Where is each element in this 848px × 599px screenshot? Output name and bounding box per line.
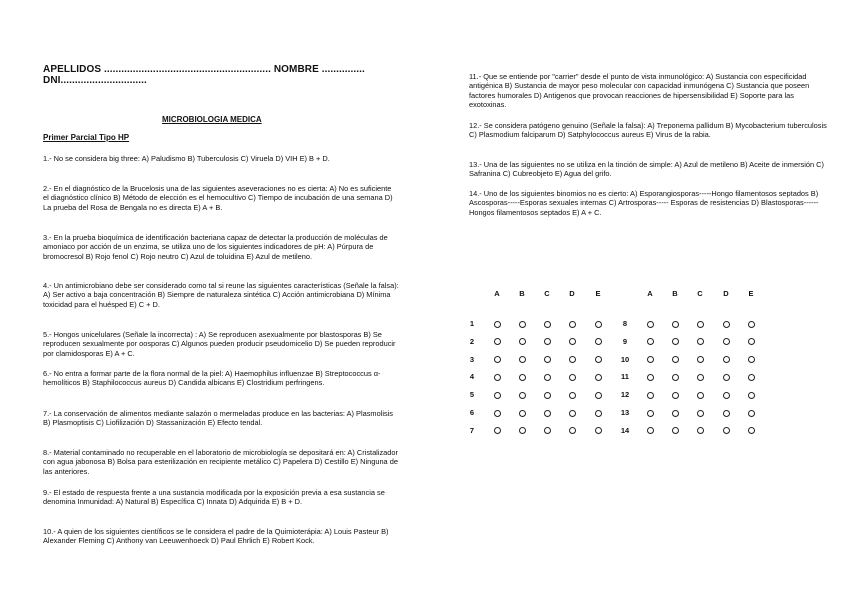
answer-bubble[interactable] xyxy=(544,321,551,328)
answer-bubble[interactable] xyxy=(569,374,576,381)
answer-bubble[interactable] xyxy=(569,410,576,417)
answer-bubble[interactable] xyxy=(697,338,704,345)
answer-bubble[interactable] xyxy=(595,338,602,345)
answer-bubble[interactable] xyxy=(544,356,551,363)
question-5: 5.- Hongos unicelulares (Señale la incorrecta) : A) Se reproducen asexualmente por blastosporas B) Se reproducen sexualmente por oosporas C) Algunos pueden producir pseudomicelio D) Se pueden reproducir por clamidosporas E) A + C. xyxy=(43,330,396,358)
answer-bubble[interactable] xyxy=(595,374,602,381)
answer-bubble[interactable] xyxy=(595,321,602,328)
answer-bubble[interactable] xyxy=(494,427,501,434)
question-6: 6.- No entra a formar parte de la flora normal de la piel: A) Haemophilus influenzae B) Streptococcus α-hemolíticos B) Staphilococcus aureus D) Candida albicans E) Clostridium perfringens. xyxy=(43,369,381,388)
answer-header-letter: D xyxy=(569,289,575,298)
question-1: 1.- No se considera big three: A) Paludismo B) Tuberculosis C) Viruela D) VIH E) B + D. xyxy=(43,154,330,163)
answer-bubble[interactable] xyxy=(748,356,755,363)
question-3: 3.- En la prueba bioquímica de identificación bacteriana capaz de detectar la producción de moléculas de amoniaco por acción de un enzima, se utiliza uno de los siguientes indicadores de pH: A) Púrpura de bromocresol B) Rojo fenol C) Rojo neutro C) Azul de toluidina E) Azul de metileno. xyxy=(43,233,388,261)
answer-bubble[interactable] xyxy=(748,321,755,328)
answer-header-letter: D xyxy=(723,289,729,298)
answer-bubble[interactable] xyxy=(672,374,679,381)
answer-header-letter: C xyxy=(544,289,550,298)
answer-bubble[interactable] xyxy=(723,392,730,399)
answer-bubble[interactable] xyxy=(519,321,526,328)
answer-bubble[interactable] xyxy=(494,410,501,417)
answer-bubble[interactable] xyxy=(697,374,704,381)
answer-row-number: 11 xyxy=(621,372,629,382)
answer-header-letter: E xyxy=(595,289,601,298)
answer-bubble[interactable] xyxy=(647,427,654,434)
answer-bubble[interactable] xyxy=(494,356,501,363)
answer-bubble[interactable] xyxy=(723,321,730,328)
answer-bubble[interactable] xyxy=(672,410,679,417)
answer-bubble[interactable] xyxy=(748,392,755,399)
question-13: 13.- Una de las siguientes no se utiliza en la tinción de simple: A) Azul de metileno B) Aceite de inmersión C) Safranina C) Cubreobjeto E) Agua del grifo. xyxy=(469,160,824,179)
answer-bubble[interactable] xyxy=(748,410,755,417)
answer-bubble[interactable] xyxy=(672,338,679,345)
answer-bubble[interactable] xyxy=(748,427,755,434)
answer-bubble[interactable] xyxy=(672,321,679,328)
answer-row-number: 7 xyxy=(469,425,475,435)
question-11: 11.- Que se entiende por "carrier" desde el punto de vista inmunológico: A) Sustancia con especificidad antigénica B) Sustancia de mayor peso molecular con capacidad inmunógena C) Sustancia que poseen factores humorales D) Antigenos que provocan reacciones de hipersensibilidad E) Soporte para las exotoxinas. xyxy=(469,72,810,110)
answer-header-letter: A xyxy=(494,289,500,298)
question-7: 7.- La conservación de alimentos mediante salazón o mermeladas produce en las bacterias: A) Plasmolisis B) Plasmoptisis C) Liofilización D) Stassanización E) Efecto tendal. xyxy=(43,409,394,428)
answer-bubble[interactable] xyxy=(519,338,526,345)
question-2: 2.- En el diagnóstico de la Brucelosis una de las siguientes aseveraciones no es cierta: A) No es suficiente el diagnóstico clínico B) Método de elección es el hemocultivo C) Tiempo de incubación de una semana D) La prueba del Rosa de Bengala no es directa E) A + B. xyxy=(43,184,393,212)
answer-bubble[interactable] xyxy=(697,410,704,417)
answer-header-letter: C xyxy=(697,289,703,298)
answer-bubble[interactable] xyxy=(748,338,755,345)
answer-bubble[interactable] xyxy=(595,392,602,399)
answer-row-number: 8 xyxy=(622,319,628,328)
answer-bubble[interactable] xyxy=(672,427,679,434)
answer-bubble[interactable] xyxy=(544,338,551,345)
answer-bubble[interactable] xyxy=(569,321,576,328)
answer-row-number: 12 xyxy=(620,390,630,400)
surname-name-field[interactable]: APELLIDOS .......................................................... NOMBRE ............... xyxy=(43,64,365,75)
answer-bubble[interactable] xyxy=(519,392,526,399)
answer-bubble[interactable] xyxy=(569,427,576,434)
answer-bubble[interactable] xyxy=(519,427,526,434)
answer-bubble[interactable] xyxy=(748,374,755,381)
answer-bubble[interactable] xyxy=(494,374,501,381)
question-8: 8.- Material contaminado no recuperable en el laboratorio de microbiología se depositará en: A) Cristalizador con agua jabonosa B) Bolsa para esterilización en recipiente metálico C) Papelera D) Cestillo E) Ninguna de las anteriores. xyxy=(43,448,398,476)
answer-row-number: 10 xyxy=(620,354,630,364)
answer-bubble[interactable] xyxy=(647,392,654,399)
question-10: 10.- A quien de los siguientes científicos se le considera el padre de la Quimioterápia: A) Louis Pasteur B) Alexander Fleming C) Anthony van Leeuwenhoeck D) Paul Ehrlich E) Robert Kock. xyxy=(43,527,389,546)
answer-row-number: 2 xyxy=(469,336,475,346)
answer-header-letter: A xyxy=(647,289,653,298)
answer-header-letter: B xyxy=(519,289,525,298)
answer-bubble[interactable] xyxy=(569,392,576,399)
answer-bubble[interactable] xyxy=(494,338,501,345)
answer-bubble[interactable] xyxy=(697,321,704,328)
answer-bubble[interactable] xyxy=(544,392,551,399)
answer-bubble[interactable] xyxy=(519,356,526,363)
answer-bubble[interactable] xyxy=(723,410,730,417)
answer-row-number: 1 xyxy=(469,319,475,328)
answer-bubble[interactable] xyxy=(519,410,526,417)
answer-bubble[interactable] xyxy=(723,427,730,434)
answer-bubble[interactable] xyxy=(647,356,654,363)
answer-bubble[interactable] xyxy=(697,427,704,434)
answer-bubble[interactable] xyxy=(595,410,602,417)
answer-bubble[interactable] xyxy=(569,356,576,363)
answer-row-number: 14 xyxy=(620,425,630,435)
answer-bubble[interactable] xyxy=(723,338,730,345)
question-9: 9.- El estado de respuesta frente a una sustancia modificada por la exposición previa a esa sustancia se denomina Inmunidad: A) Natural B) Específica C) Innata D) Adquirida E) B + D. xyxy=(43,488,385,507)
answer-bubble[interactable] xyxy=(595,427,602,434)
course-title: MICROBIOLOGIA MEDICA xyxy=(162,115,262,124)
answer-row-number: 3 xyxy=(469,354,475,364)
answer-row-number: 6 xyxy=(469,408,475,417)
answer-bubble[interactable] xyxy=(697,392,704,399)
answer-bubble[interactable] xyxy=(544,427,551,434)
dni-field[interactable]: DNI.............................. xyxy=(43,75,147,86)
answer-bubble[interactable] xyxy=(494,321,501,328)
answer-bubble[interactable] xyxy=(647,321,654,328)
answer-bubble[interactable] xyxy=(723,356,730,363)
answer-bubble[interactable] xyxy=(544,374,551,381)
answer-bubble[interactable] xyxy=(723,374,730,381)
answer-bubble[interactable] xyxy=(647,410,654,417)
answer-bubble[interactable] xyxy=(647,374,654,381)
answer-row-number: 9 xyxy=(622,336,628,346)
answer-row-number: 13 xyxy=(620,408,630,417)
answer-bubble[interactable] xyxy=(519,374,526,381)
answer-row-number: 4 xyxy=(469,372,475,382)
answer-bubble[interactable] xyxy=(647,338,654,345)
question-4: 4.- Un antimicrobiano debe ser considerado como tal si reune las siguientes características (Señale la falsa): A) Ser activo a baja concentración B) Siempre de naturaleza sintética C) Acción antimicrobiana D) Mínima toxicidad para el huésped E) C + D. xyxy=(43,281,399,309)
answer-bubble[interactable] xyxy=(595,356,602,363)
answer-row-number: 5 xyxy=(469,390,475,400)
question-14: 14.- Uno de los siguientes binomios no es cierto: A) Esporangiosporas-----Hongo filamentosos septados B) Ascosporas-----Esporas sexuales internas C) Artrosporas----- Esporas de resistencias D) Blastosporas------Hongos filamentosos septados E) A + C. xyxy=(469,189,819,217)
answer-header-letter: E xyxy=(748,289,754,298)
exam-title: Primer Parcial Tipo HP xyxy=(43,133,130,142)
answer-bubble[interactable] xyxy=(544,410,551,417)
answer-bubble[interactable] xyxy=(569,338,576,345)
answer-bubble[interactable] xyxy=(672,356,679,363)
answer-header-letter: B xyxy=(672,289,678,298)
question-12: 12.- Se considera patógeno genuino (Señale la falsa): A) Treponema pallidum B) Mycobacterium tuberculosis C) Plasmodium falciparum D) Satphylococcus aureus E) Virus de la rabia. xyxy=(469,121,827,140)
answer-bubble[interactable] xyxy=(672,392,679,399)
answer-bubble[interactable] xyxy=(697,356,704,363)
answer-bubble[interactable] xyxy=(494,392,501,399)
